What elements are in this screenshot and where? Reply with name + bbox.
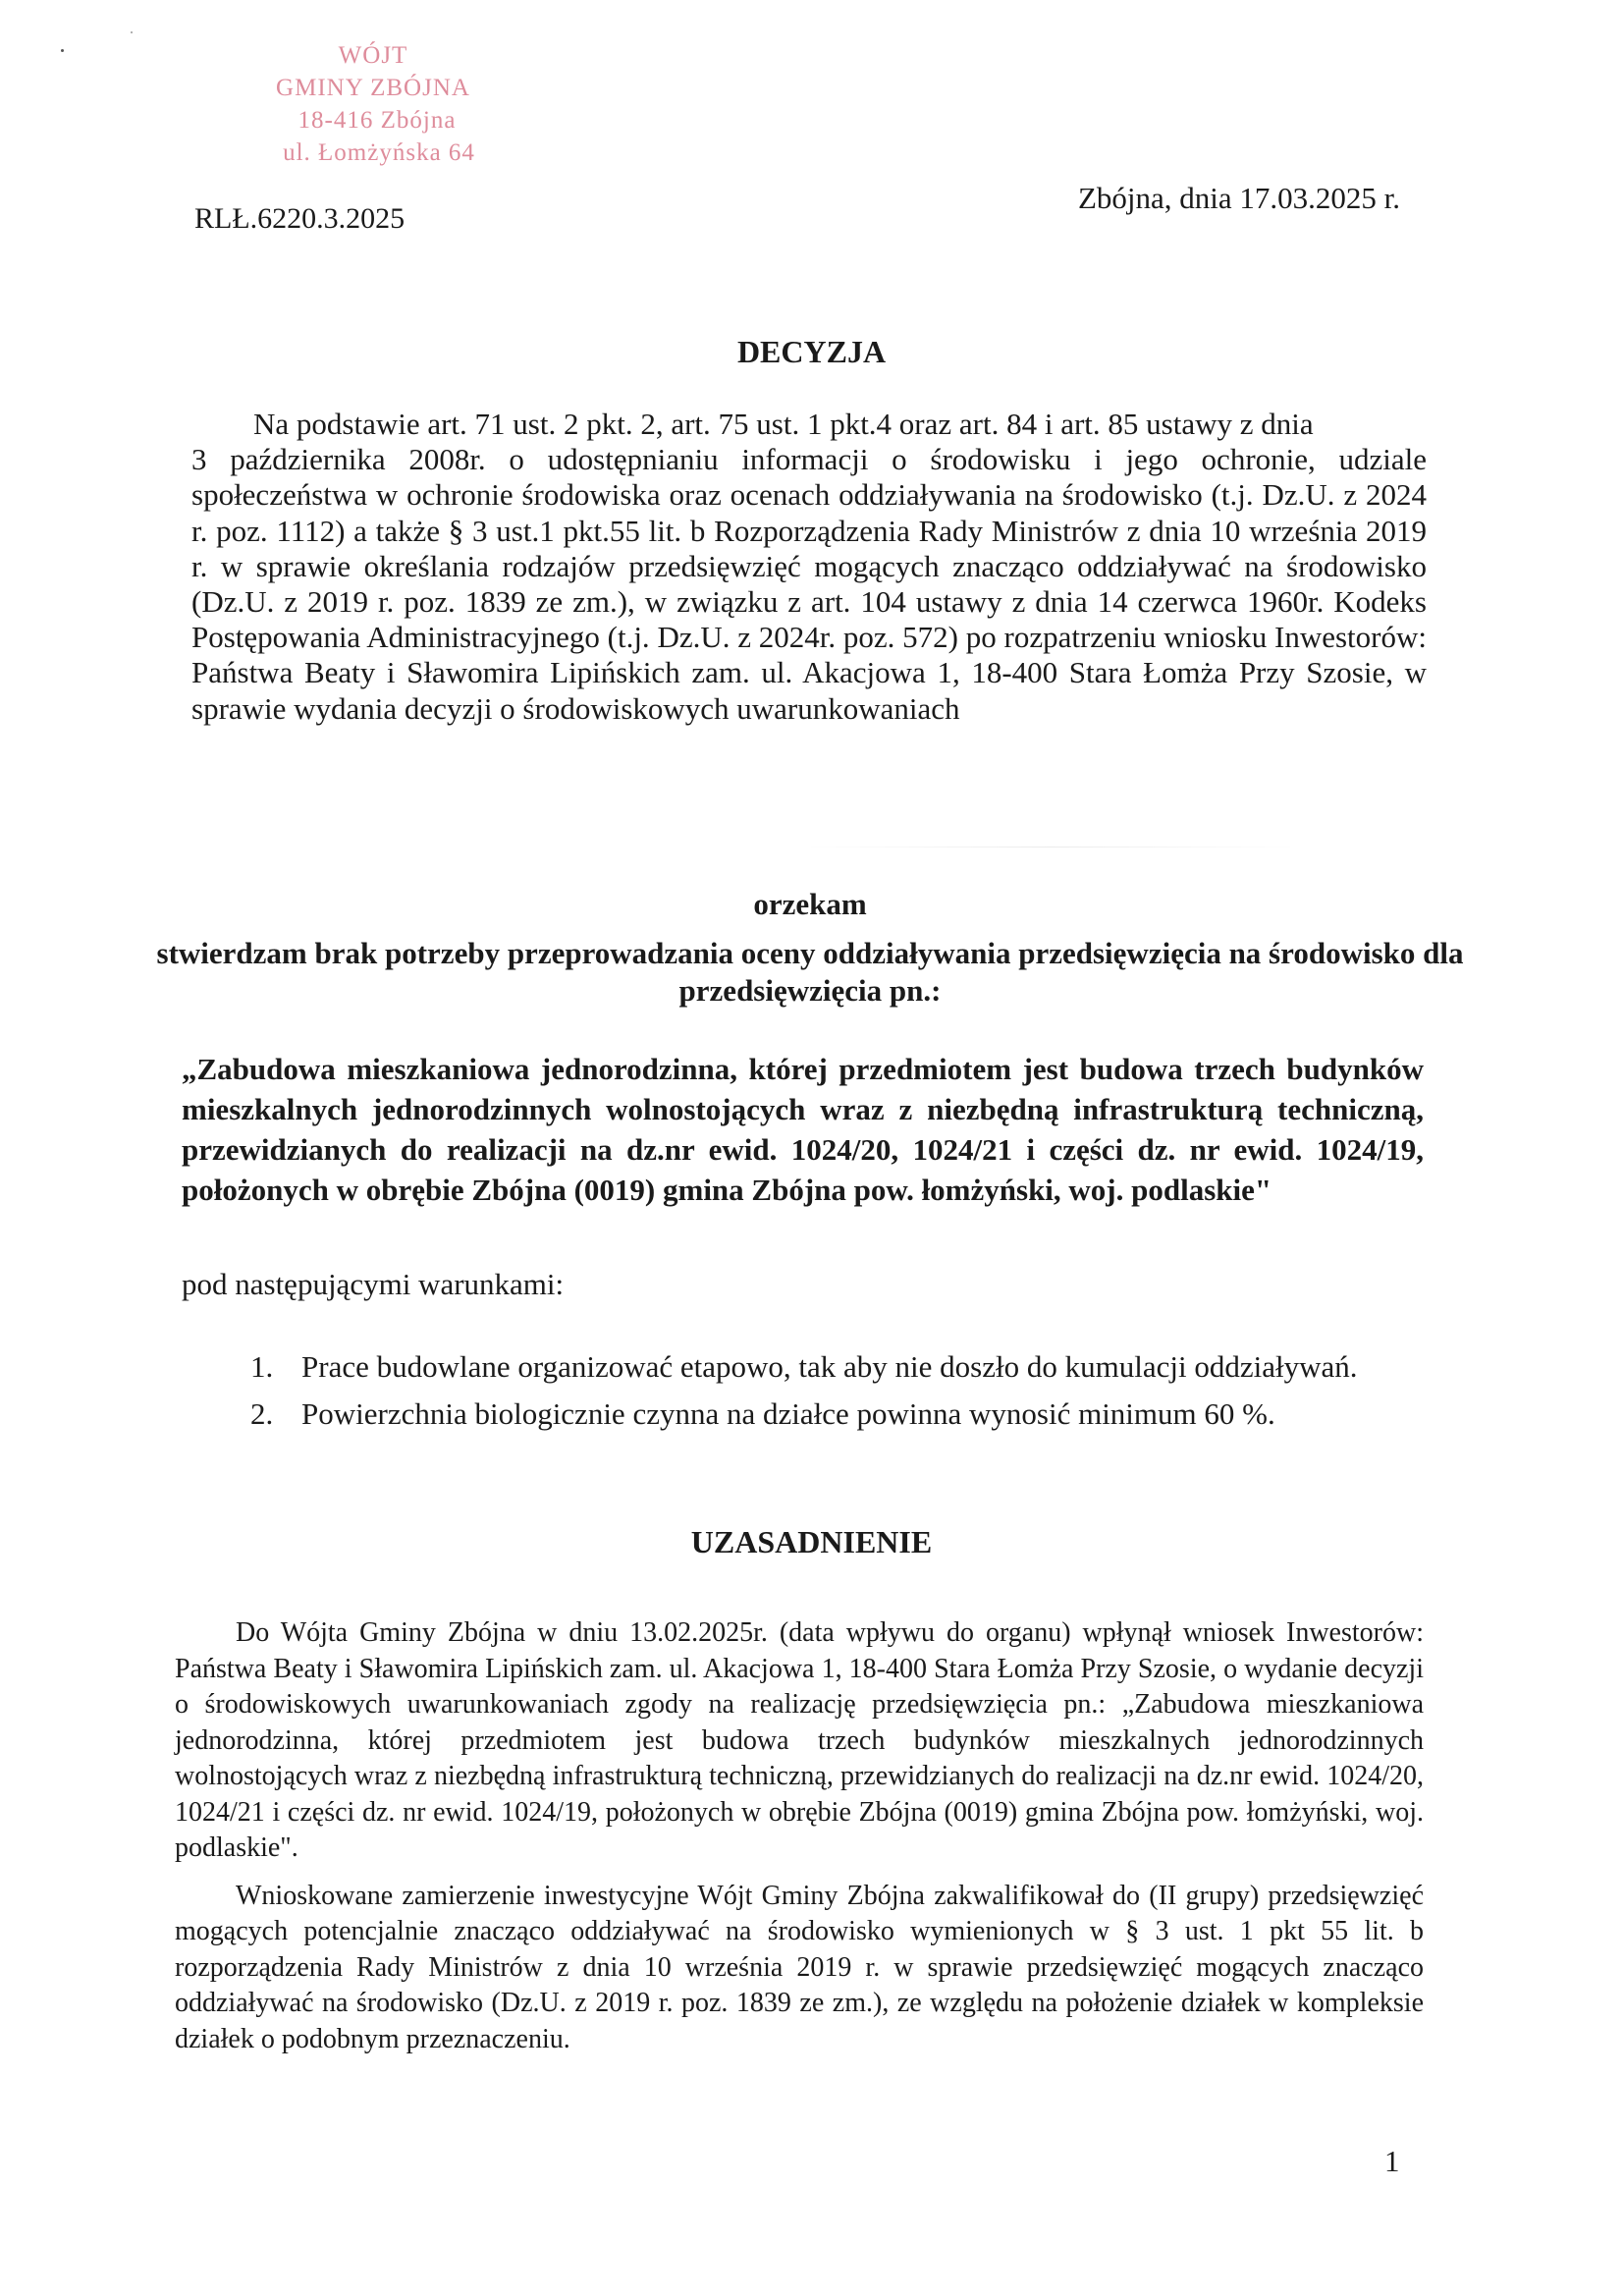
scan-speck [61, 49, 64, 52]
condition-item [250, 1394, 1419, 1434]
condition-item [250, 1347, 1419, 1387]
justification-body [175, 1615, 1424, 2069]
condition-text: Powierzchnia biologicznie czynna na działce powinna wynosić minimum 60 %. [301, 1396, 1275, 1431]
stamp-line: ul. Łomżyńska 64 [283, 139, 475, 166]
justification-paragraph: Wnioskowane zamierzenie inwestycyjne Wójt Gminy Zbójna zakwalifikował do (II grupy) przedsięwzięć mogących potencjalnie znacząco oddziaływać na środowisko wymienionych w § 3 ust. 1 pkt 55 lit. b rozporządzenia Rady Ministrów z dnia 10 września 2019 r. w sprawie przedsięwzięć mogących znacząco oddziaływać na środowisko (Dz.U. z 2019 r. poz. 1839 ze zm.), ze względu na położenie działek w kompleksie działek o podobnym przeznaczeniu. [175, 1880, 1424, 2054]
condition-number: 1. [250, 1349, 274, 1384]
condition-text: Prace budowlane organizować etapowo, tak aby nie doszło do kumulacji oddziaływań. [301, 1349, 1358, 1384]
conditions-list [250, 1347, 1419, 1442]
place-and-date: Zbójna, dnia 17.03.2025 r. [1078, 181, 1401, 215]
stamp-line: WÓJT [338, 42, 408, 69]
page-number: 1 [1384, 2144, 1400, 2178]
document-title: DECYZJA [736, 334, 887, 369]
ruling-statement: stwierdzam brak potrzeby przeprowadzania oceny oddziaływania przedsięwzięcia na środowisko dla przedsięwzięcia pn.: [156, 936, 1464, 1008]
case-reference-number: RLŁ.6220.3.2025 [194, 202, 406, 235]
ruling-word: orzekam [753, 887, 867, 921]
legal-basis-paragraph [191, 407, 1427, 727]
condition-number: 2. [250, 1396, 274, 1431]
project-name: „Zabudowa mieszkaniowa jednorodzinna, której przedmiotem jest budowa trzech budynków mieszkalnych jednorodzinnych wolnostojących wraz z niezbędną infrastrukturą techniczną, przewidzianych do realizacji na dz.nr ewid. 1024/20, 1024/21 i części dz. nr ewid. 1024/19, położonych w obrębie Zbójna (0019) gmina Zbójna pow. łomżyński, woj. podlaskie" [182, 1052, 1424, 1207]
legal-basis-text: 3 października 2008r. o udostępnianiu informacji o środowisku i jego ochronie, udziale społeczeństwa w ochronie środowiska oraz ocenach oddziaływania na środowisko (t.j. Dz.U. z 2024 r. poz. 1112) a także § 3 ust.1 pkt.55 lit. b Rozporządzenia Rady Ministrów z dnia 10 września 2019 r. w sprawie określania rodzajów przedsięwzięć mogących znacząco oddziaływać na środowisko (Dz.U. z 2019 r. poz. 1839 ze zm.), w związku z art. 104 ustawy z dnia 14 czerwca 1960r. Kodeks Postępowania Administracyjnego (t.j. Dz.U. z 2024r. poz. 572) po rozpatrzeniu wniosku Inwestorów: Państwa Beaty i Sławomira Lipińskich zam. ul. Akacjowa 1, 18-400 Stara Łomża Przy Szosie, w sprawie wydania decyzji o środowiskowych uwarunkowaniach [191, 442, 1427, 726]
justification-title: UZASADNIENIE [690, 1524, 933, 1559]
legal-basis-first-line: Na podstawie art. 71 ust. 2 pkt. 2, art. 75 ust. 1 pkt.4 oraz art. 84 i art. 85 ustawy z dnia [253, 407, 1314, 441]
stamp-line: 18-416 Zbójna [298, 107, 457, 134]
office-stamp [226, 39, 520, 169]
stamp-line: GMINY ZBÓJNA [276, 75, 470, 101]
conditions-intro: pod następującymi warunkami: [182, 1267, 565, 1301]
scan-speck [131, 31, 133, 33]
justification-paragraph: Do Wójta Gminy Zbójna w dniu 13.02.2025r. (data wpływu do organu) wpłynął wniosek Inwestorów: Państwa Beaty i Sławomira Lipińskich zam. ul. Akacjowa 1, 18-400 Stara Łomża Przy Szosie, o wydanie decyzji o środowiskowych uwarunkowaniach zgody na realizację przedsięwzięcia pn.: „Zabudowa mieszkaniowa jednorodzinna, której przedmiotem jest budowa trzech budynków mieszkalnych jednorodzinnych wolnostojących wraz z niezbędną infrastrukturą techniczną, przewidzianych do realizacji na dz.nr ewid. 1024/20, 1024/21 i części dz. nr ewid. 1024/19, położonych w obrębie Zbójna (0019) gmina Zbójna pow. łomżyński, woj. podlaskie". [175, 1617, 1424, 1863]
